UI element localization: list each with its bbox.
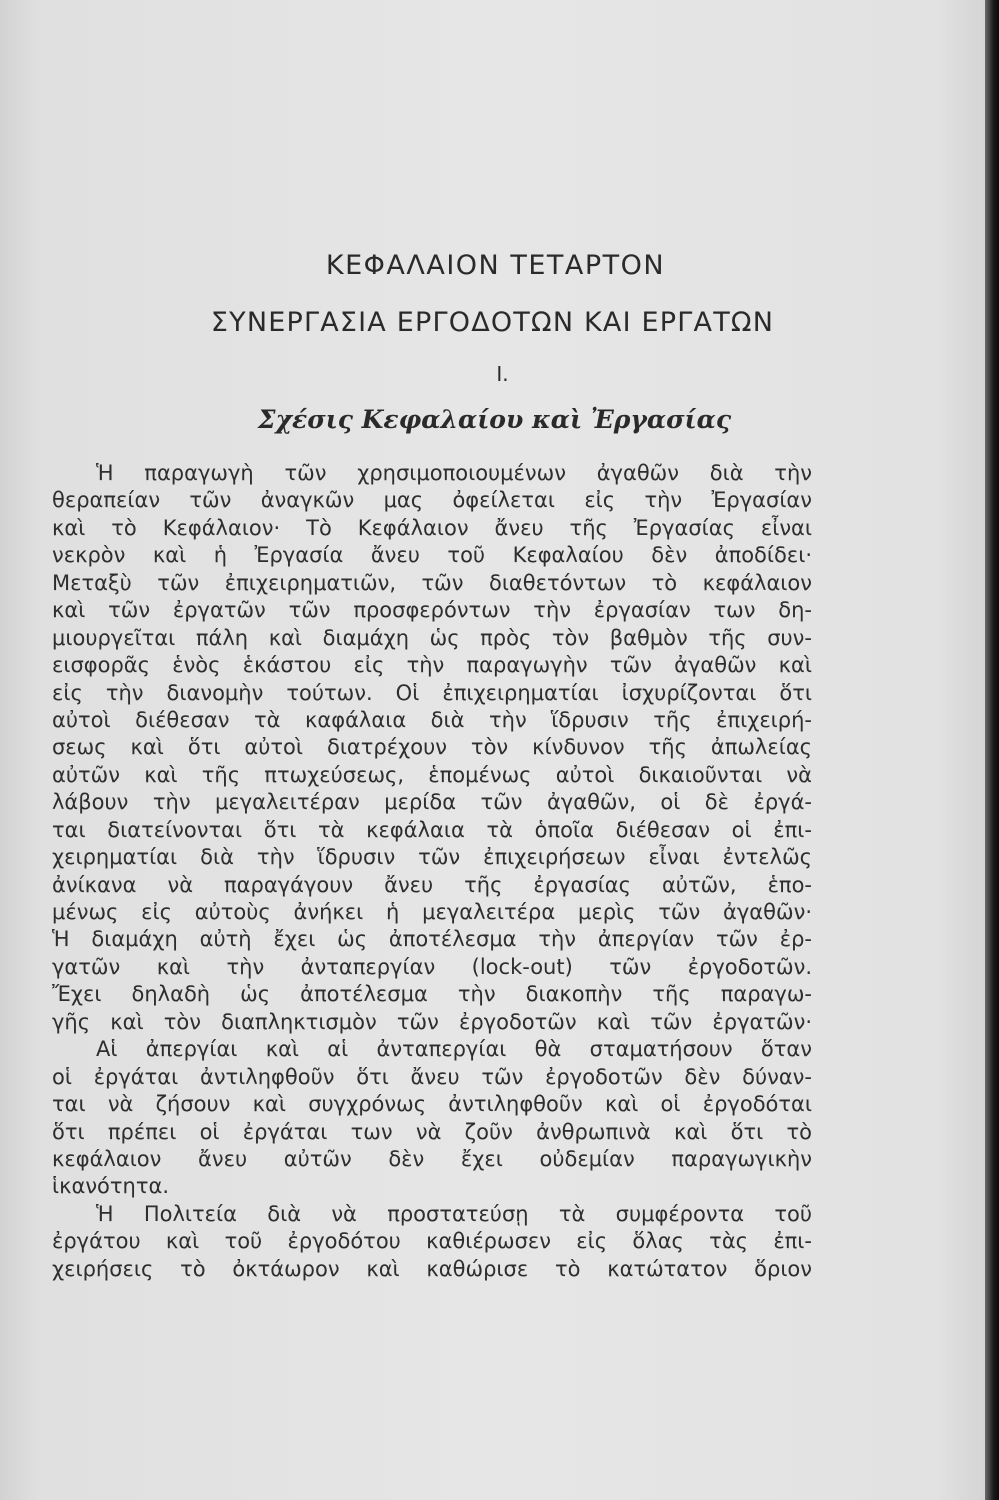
text-line: Ἡ διαμάχη αὐτὴ ἔχει ὡς ἀποτέλεσμα τὴν ἀπεργίαν τῶν ἐρ- [52,927,812,952]
text-line: χειρήσεις τὸ ὀκτάωρον καὶ καθώρισε τὸ κατώτατον ὅριον [52,1256,812,1281]
page-edge-shadow [985,0,999,1500]
body-text [52,460,812,1283]
text-line: ἱκανότητα. [52,1174,170,1199]
text-line: ἐργάτου καὶ τοῦ ἐργοδότου καθιέρωσεν εἰς ὅλας τὰς ἐπι- [52,1229,812,1254]
text-line: Ἡ παραγωγὴ τῶν χρησιμοποιουμένων ἀγαθῶν διὰ τὴν [96,461,812,485]
text-line: εἰς τὴν διανομὴν τούτων. Οἱ ἐπιχειρηματίαι ἰσχυρίζονται ὅτι [52,680,812,705]
text-line: σεως καὶ ὅτι αὐτοὶ διατρέχουν τὸν κίνδυνον τῆς ἀπωλείας [52,735,812,760]
text-line: νεκρὸν καὶ ἡ Ἐργασία ἄνευ τοῦ Κεφαλαίου δὲν ἀποδίδει· [52,543,812,568]
text-line: Ἔχει δηλαδὴ ὡς ἀποτέλεσμα τὴν διακοπὴν τῆς παραγω- [52,982,812,1007]
chapter-title: ΣΥΝΕΡΓΑΣΙΑ ΕΡΓΟΔΟΤΩΝ ΚΑΙ ΕΡΓΑΤΩΝ [210,307,775,338]
text-line: ται διατείνονται ὅτι τὰ κεφάλαια τὰ ὁποῖα διέθεσαν οἱ ἐπι- [52,817,812,842]
text-line: εισφορᾶς ἑνὸς ἑκάστου εἰς τὴν παραγωγὴν τῶν ἀγαθῶν καὶ [52,653,812,678]
text-line: μένως εἰς αὐτοὺς ἀνήκει ἡ μεγαλειτέρα μερὶς τῶν ἀγαθῶν· [52,900,812,924]
text-line: χειρηματίαι διὰ τὴν ἵδρυσιν τῶν ἐπιχειρήσεων εἶναι ἐντελῶς [52,845,812,870]
text-line: αὐτοὶ διέθεσαν τὰ καφάλαια διὰ τὴν ἵδρυσιν τῆς ἐπιχειρή- [52,707,812,732]
text-line: ἀνίκανα νὰ παραγάγουν ἄνευ τῆς ἐργασίας αὐτῶν, ἑπο- [52,872,812,897]
text-line: καὶ τὸ Κεφάλαιον· Τὸ Κεφάλαιον ἄνευ τῆς Ἐργασίας εἶναι [52,515,812,540]
text-line: θεραπείαν τῶν ἀναγκῶν μας ὀφείλεται εἰς τὴν Ἐργασίαν [52,488,812,513]
section-title: Σχέσις Κεφαλαίου καὶ Ἐργασίας [257,405,732,434]
text-line: ται νὰ ζήσουν καὶ συγχρόνως ἀντιληφθοῦν καὶ οἱ ἐργοδόται [52,1092,812,1117]
text-line: κεφάλαιον ἄνευ αὐτῶν δὲν ἔχει οὐδεμίαν παραγωγικὴν [52,1146,812,1171]
chapter-heading: ΚΕΦΑΛΑΙΟΝ ΤΕΤΑΡΤΟΝ [325,250,666,281]
text-line: Μεταξὺ τῶν ἐπιχειρηματιῶν, τῶν διαθετόντων τὸ κεφάλαιον [52,570,812,595]
section-number: I. [496,362,509,386]
text-line: οἱ ἐργάται ἀντιληφθοῦν ὅτι ἄνευ τῶν ἐργοδοτῶν δὲν δύναν- [52,1064,812,1089]
text-line: αὐτῶν καὶ τῆς πτωχεύσεως, ἑπομένως αὐτοὶ δικαιοῦνται νὰ [52,762,812,787]
text-line: Ἡ Πολιτεία διὰ νὰ προστατεύσῃ τὰ συμφέροντα τοῦ [96,1201,812,1226]
text-line: λάβουν τὴν μεγαλειτέραν μερίδα τῶν ἀγαθῶν, οἱ δὲ ἐργά- [52,790,812,815]
text-line: ὅτι πρέπει οἱ ἐργάται των νὰ ζοῦν ἀνθρωπινὰ καὶ ὅτι τὸ [52,1119,812,1144]
text-line: καὶ τῶν ἐργατῶν τῶν προσφερόντων τὴν ἐργασίαν των δη- [52,598,812,623]
text-line: Αἱ ἀπεργίαι καὶ αἱ ἀνταπεργίαι θὰ σταματήσουν ὅταν [96,1037,812,1062]
text-line: μιουργεῖται πάλη καὶ διαμάχη ὡς πρὸς τὸν βαθμὸν τῆς συν- [52,625,812,650]
text-line: γῆς καὶ τὸν διαπληκτισμὸν τῶν ἐργοδοτῶν καὶ τῶν ἐργατῶν· [52,1009,812,1034]
text-line: γατῶν καὶ τὴν ἀνταπεργίαν (lock-out) τῶν ἐργοδοτῶν. [52,954,812,979]
